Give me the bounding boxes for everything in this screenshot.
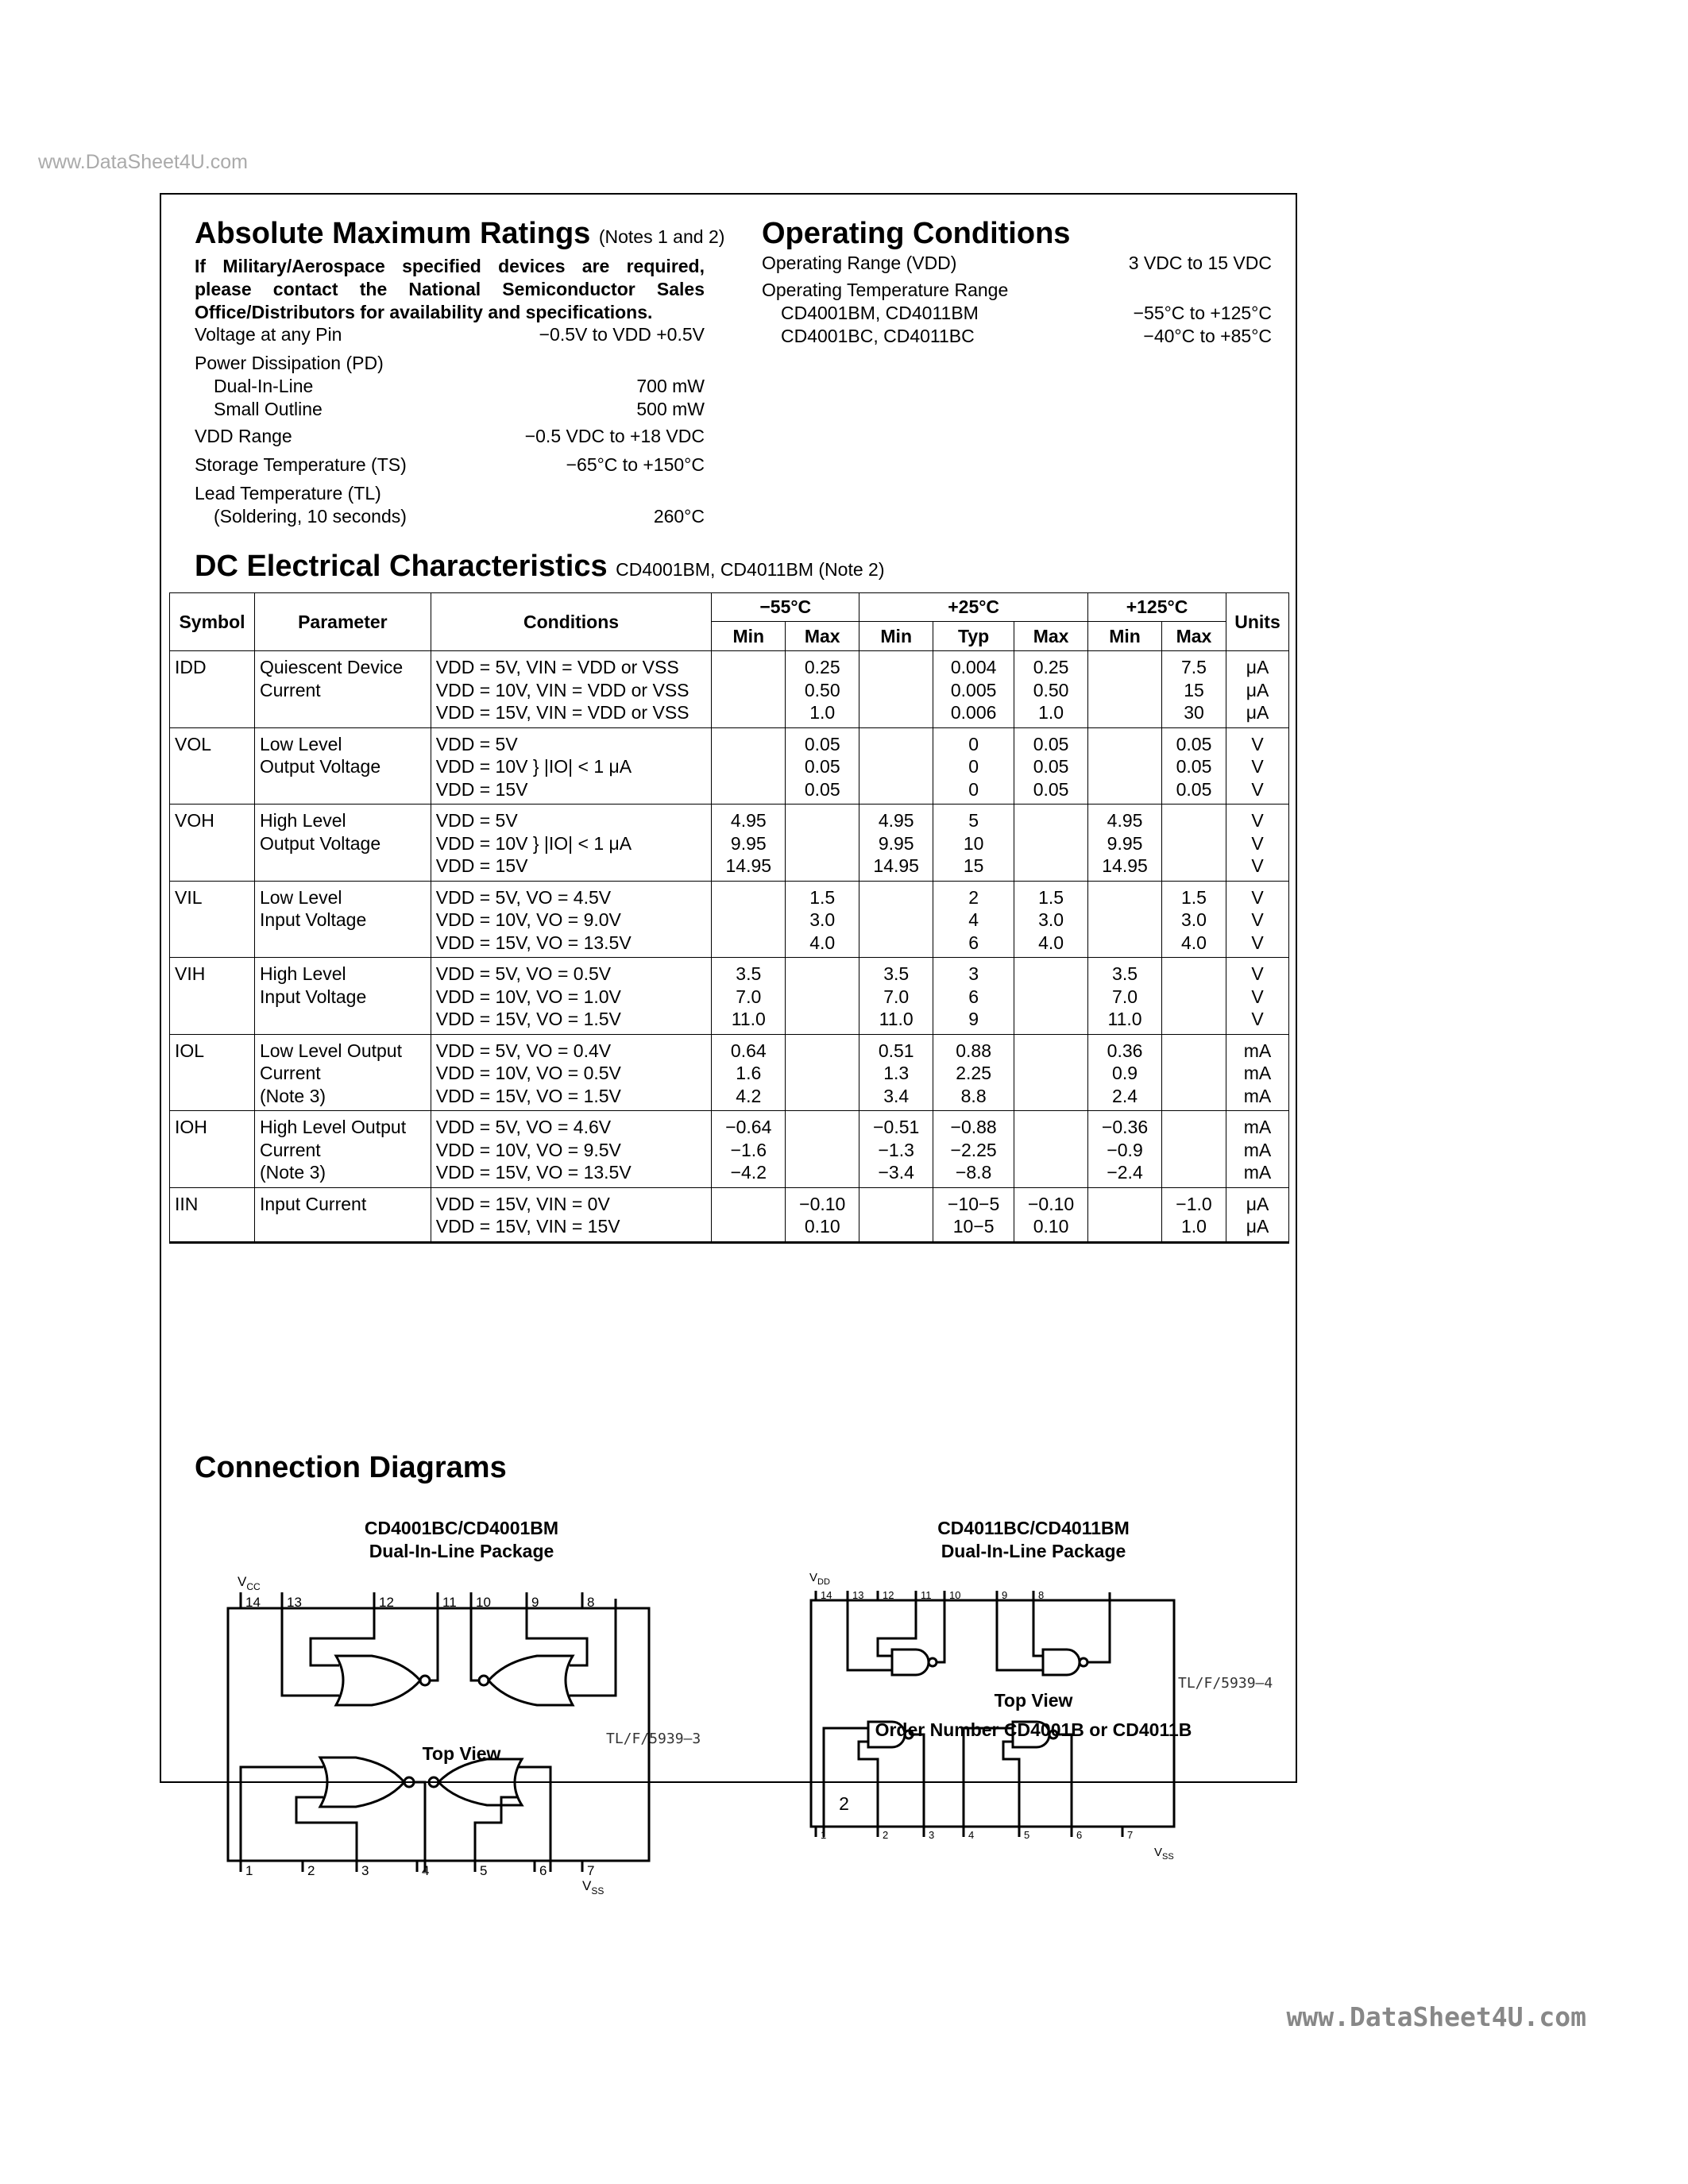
right-top-view: Top View [994,1690,1073,1711]
amr-notes: (Notes 1 and 2) [598,226,725,247]
cell-c3max [1162,1034,1226,1111]
table-row [170,1187,1289,1242]
cell-conditions: VDD = 15V, VIN = 0V VDD = 15V, VIN = 15V [431,1187,712,1242]
col-max: Max [1162,622,1226,651]
cell-conditions: VDD = 5V, VO = 4.5V VDD = 10V, VO = 9.0V VDD = 15V, VO = 13.5V [431,881,712,958]
pin-number: 12 [379,1595,394,1610]
amr-row-value: −0.5 VDC to +18 VDC [524,426,705,446]
pin-number: 5 [480,1863,488,1878]
pin-number: 13 [852,1589,864,1601]
col-max: Max [786,622,859,651]
pin-number: 10 [949,1589,961,1601]
cell-parameter: Quiescent Device Current [254,651,431,728]
cell-c3max: 7.5 15 30 [1162,651,1226,728]
oc-row-label: CD4001BM, CD4011BM [781,303,979,323]
pin-number: 3 [929,1829,935,1841]
cell-conditions: VDD = 5V VDD = 10V } |IO| < 1 μA VDD = 15V [431,805,712,882]
cell-conditions: VDD = 5V, VO = 0.5V VDD = 10V, VO = 1.0V VDD = 15V, VO = 1.5V [431,958,712,1035]
cell-c1max [786,805,859,882]
pin-number: 6 [1076,1829,1083,1841]
col-min: Min [1088,622,1162,651]
cell-c2max [1014,1034,1088,1111]
amr-title: Absolute Maximum Ratings [195,217,591,250]
cell-symbol: IOH [170,1111,255,1188]
cell-c1min [712,1187,786,1242]
cell-c1min: 4.95 9.95 14.95 [712,805,786,882]
amr-warning-line: Office/Distributors for availability and specifications. [195,302,653,322]
table-row [170,1111,1289,1188]
pin-number: 2 [307,1863,315,1878]
pin-number: 9 [531,1595,539,1610]
pin-number: 14 [245,1595,261,1610]
cell-conditions: VDD = 5V, VIN = VDD or VSS VDD = 10V, VIN = VDD or VSS VDD = 15V, VIN = VDD or VSS [431,651,712,728]
table-row [170,958,1289,1035]
nand-gate-icon [892,1650,929,1675]
cell-c3min [1088,881,1162,958]
col-typ: Typ [933,622,1014,651]
pin-number: 10 [476,1595,491,1610]
cell-units: mA mA mA [1226,1034,1288,1111]
cell-parameter: High Level Output Current (Note 3) [254,1111,431,1188]
col-max: Max [1014,622,1088,651]
cell-c1max: 0.25 0.50 1.0 [786,651,859,728]
right-ref: TL/F/5939–4 [1178,1675,1273,1692]
cell-c3max [1162,958,1226,1035]
watermark-bottom[interactable]: www.DataSheet4U.com [1286,2001,1586,2032]
cell-c2typ: 2 4 6 [933,881,1014,958]
cell-parameter: High Level Input Voltage [254,958,431,1035]
col-parameter: Parameter [254,593,431,651]
pin-number: 5 [1024,1829,1030,1841]
oc-row-label: Operating Temperature Range [762,280,1009,300]
cell-c2max: 0.05 0.05 0.05 [1014,727,1088,805]
cell-units: V V V [1226,805,1288,882]
cell-c2min: 0.51 1.3 3.4 [859,1034,933,1111]
cell-units: mA mA mA [1226,1111,1288,1188]
dc-table [169,592,1289,1244]
cell-symbol: IOL [170,1034,255,1111]
cell-c2typ: 0.004 0.005 0.006 [933,651,1014,728]
cell-c1min: −0.64 −1.6 −4.2 [712,1111,786,1188]
vss-label: $V_{SS}$ [1154,1846,1174,1862]
cell-c1min: 3.5 7.0 11.0 [712,958,786,1035]
nand-gate-icon [1043,1650,1080,1675]
cell-c2typ: −10−5 10−5 [933,1187,1014,1242]
pin-number: 9 [1002,1589,1008,1601]
cell-parameter: Low Level Output Voltage [254,727,431,805]
pin-number: 14 [821,1589,832,1601]
order-number: Order Number CD4001B or CD4011B [875,1719,1192,1740]
col-symbol: Symbol [170,593,255,651]
nor-gate-icon [336,1656,420,1705]
cell-c2min: 4.95 9.95 14.95 [859,805,933,882]
cell-c3min [1088,651,1162,728]
cell-units: V V V [1226,881,1288,958]
amr-row-label: Storage Temperature (TS) [195,454,407,475]
cell-units: μA μA μA [1226,651,1288,728]
cell-c2typ: 0.88 2.25 8.8 [933,1034,1014,1111]
amr-row-label: Dual-In-Line [214,376,314,396]
cell-c1min [712,651,786,728]
table-row [170,651,1289,728]
amr-warning-line: If Military/Aerospace specified devices are required, [195,256,705,276]
cell-c2max: −0.10 0.10 [1014,1187,1088,1242]
cell-c2max: 0.25 0.50 1.0 [1014,651,1088,728]
cell-c2typ: 0 0 0 [933,727,1014,805]
cell-c2min: −0.51 −1.3 −3.4 [859,1111,933,1188]
table-row [170,805,1289,882]
left-diagram-title: CD4001BC/CD4001BM [364,1518,559,1538]
pin-number: 11 [921,1589,932,1601]
cell-c1min: 0.64 1.6 4.2 [712,1034,786,1111]
right-diagram-subtitle: Dual-In-Line Package [941,1541,1126,1561]
col-temp-25: +25°C [859,593,1088,622]
col-conditions: Conditions [431,593,712,651]
cell-c1max: −0.10 0.10 [786,1187,859,1242]
conn-title: Connection Diagrams [195,1451,507,1484]
cell-c3min: −0.36 −0.9 −2.4 [1088,1111,1162,1188]
cell-c2min [859,727,933,805]
cell-c2min [859,1187,933,1242]
cell-c1max [786,958,859,1035]
cell-c2typ: −0.88 −2.25 −8.8 [933,1111,1014,1188]
col-units: Units [1226,593,1288,651]
datasheet-frame [160,193,1297,1897]
cell-c3min: 4.95 9.95 14.95 [1088,805,1162,882]
oc-row-value: −40°C to +85°C [1143,326,1272,346]
col-temp-minus55: −55°C [712,593,859,622]
cell-c2min [859,881,933,958]
amr-row-label: VDD Range [195,426,292,446]
cell-c2typ: 5 10 15 [933,805,1014,882]
cell-c3max [1162,805,1226,882]
cell-c3max: 1.5 3.0 4.0 [1162,881,1226,958]
cell-conditions: VDD = 5V, VO = 0.4V VDD = 10V, VO = 0.5V VDD = 15V, VO = 1.5V [431,1034,712,1111]
cell-c1max: 0.05 0.05 0.05 [786,727,859,805]
cell-c2max [1014,1111,1088,1188]
cell-c1max [786,1034,859,1111]
pin-number: 8 [1038,1589,1045,1601]
cell-c1min [712,727,786,805]
pin-number: 2 [883,1829,889,1841]
cell-c2min: 3.5 7.0 11.0 [859,958,933,1035]
cell-c2max [1014,805,1088,882]
amr-row-value: 700 mW [636,376,705,396]
dc-title: DC Electrical Characteristics [195,550,608,583]
oc-row-label: Operating Range (VDD) [762,253,957,273]
pin-number: 7 [587,1863,595,1878]
amr-warning-line: please contact the National Semiconductor Sales [195,279,705,299]
amr-row-value: −65°C to +150°C [566,454,705,475]
cell-c3max: −1.0 1.0 [1162,1187,1226,1242]
cell-symbol: IIN [170,1187,255,1242]
cell-parameter: Input Current [254,1187,431,1242]
col-min: Min [859,622,933,651]
watermark-top[interactable]: www.DataSheet4U.com [38,151,249,173]
cell-c1min [712,881,786,958]
pin-number: 3 [361,1863,369,1878]
nor-gate-icon [489,1656,573,1705]
col-temp-125: +125°C [1088,593,1226,622]
amr-row-value: 260°C [653,506,705,527]
oc-row-value: −55°C to +125°C [1133,303,1272,323]
page-number: 2 [839,1793,849,1814]
vdd-label: $V_{DD}$ [809,1571,830,1587]
table-row [170,881,1289,958]
pin-number: 6 [539,1863,547,1878]
cell-c2max: 1.5 3.0 4.0 [1014,881,1088,958]
dc-heading [195,550,884,584]
left-top-view: Top View [422,1743,501,1764]
cell-c2min [859,651,933,728]
cell-parameter: Low Level Output Current (Note 3) [254,1034,431,1111]
cell-c1max: 1.5 3.0 4.0 [786,881,859,958]
cell-c3min: 3.5 7.0 11.0 [1088,958,1162,1035]
pin-number: 4 [968,1829,975,1841]
col-min: Min [712,622,786,651]
vcc-label: $V_{CC}$ [238,1574,261,1592]
cell-parameter: High Level Output Voltage [254,805,431,882]
pin-number: 7 [1127,1829,1134,1841]
amr-row-value: −0.5V to VDD +0.5V [539,324,705,345]
cell-symbol: VIH [170,958,255,1035]
pin-number: 8 [587,1595,595,1610]
amr-row-value: 500 mW [636,399,705,419]
cell-conditions: VDD = 5V, VO = 4.6V VDD = 10V, VO = 9.5V VDD = 15V, VO = 13.5V [431,1111,712,1188]
table-row [170,1034,1289,1111]
cell-symbol: VIL [170,881,255,958]
cell-c3max [1162,1111,1226,1188]
oc-title: Operating Conditions [762,217,1071,250]
right-diagram-title: CD4011BC/CD4011BM [937,1518,1130,1538]
left-ref: TL/F/5939–3 [606,1731,701,1747]
cell-c2max [1014,958,1088,1035]
cell-symbol: IDD [170,651,255,728]
left-diagram-subtitle: Dual-In-Line Package [369,1541,554,1561]
amr-row-label: Small Outline [214,399,323,419]
amr-row-label: Lead Temperature (TL) [195,483,381,504]
cell-units: V V V [1226,727,1288,805]
pin-number: 11 [442,1595,457,1610]
cell-c3min: 0.36 0.9 2.4 [1088,1034,1162,1111]
dc-subtitle: CD4001BM, CD4011BM (Note 2) [616,559,885,580]
cell-c3min [1088,727,1162,805]
amr-row-label: Power Dissipation (PD) [195,353,384,373]
amr-heading [195,217,724,251]
cell-units: μA μA [1226,1187,1288,1242]
cell-conditions: VDD = 5V VDD = 10V } |IO| < 1 μA VDD = 15V [431,727,712,805]
cell-symbol: VOH [170,805,255,882]
cell-parameter: Low Level Input Voltage [254,881,431,958]
amr-row-label: Voltage at any Pin [195,324,342,345]
pin-number: 12 [883,1589,894,1601]
cell-c1max [786,1111,859,1188]
table-row [170,727,1289,805]
pin-number: 1 [821,1829,827,1841]
pin-number: 4 [422,1863,430,1878]
cell-c3max: 0.05 0.05 0.05 [1162,727,1226,805]
amr-warning [195,255,705,324]
oc-row-value: 3 VDC to 15 VDC [1128,253,1272,273]
cell-c2typ: 3 6 9 [933,958,1014,1035]
cell-units: V V V [1226,958,1288,1035]
cell-symbol: VOL [170,727,255,805]
pin-number: 13 [287,1595,302,1610]
amr-row-label: (Soldering, 10 seconds) [214,506,407,527]
pin-number: 1 [245,1863,253,1878]
oc-row-label: CD4001BC, CD4011BC [781,326,975,346]
cell-c3min [1088,1187,1162,1242]
vss-label: $V_{SS}$ [582,1878,605,1897]
